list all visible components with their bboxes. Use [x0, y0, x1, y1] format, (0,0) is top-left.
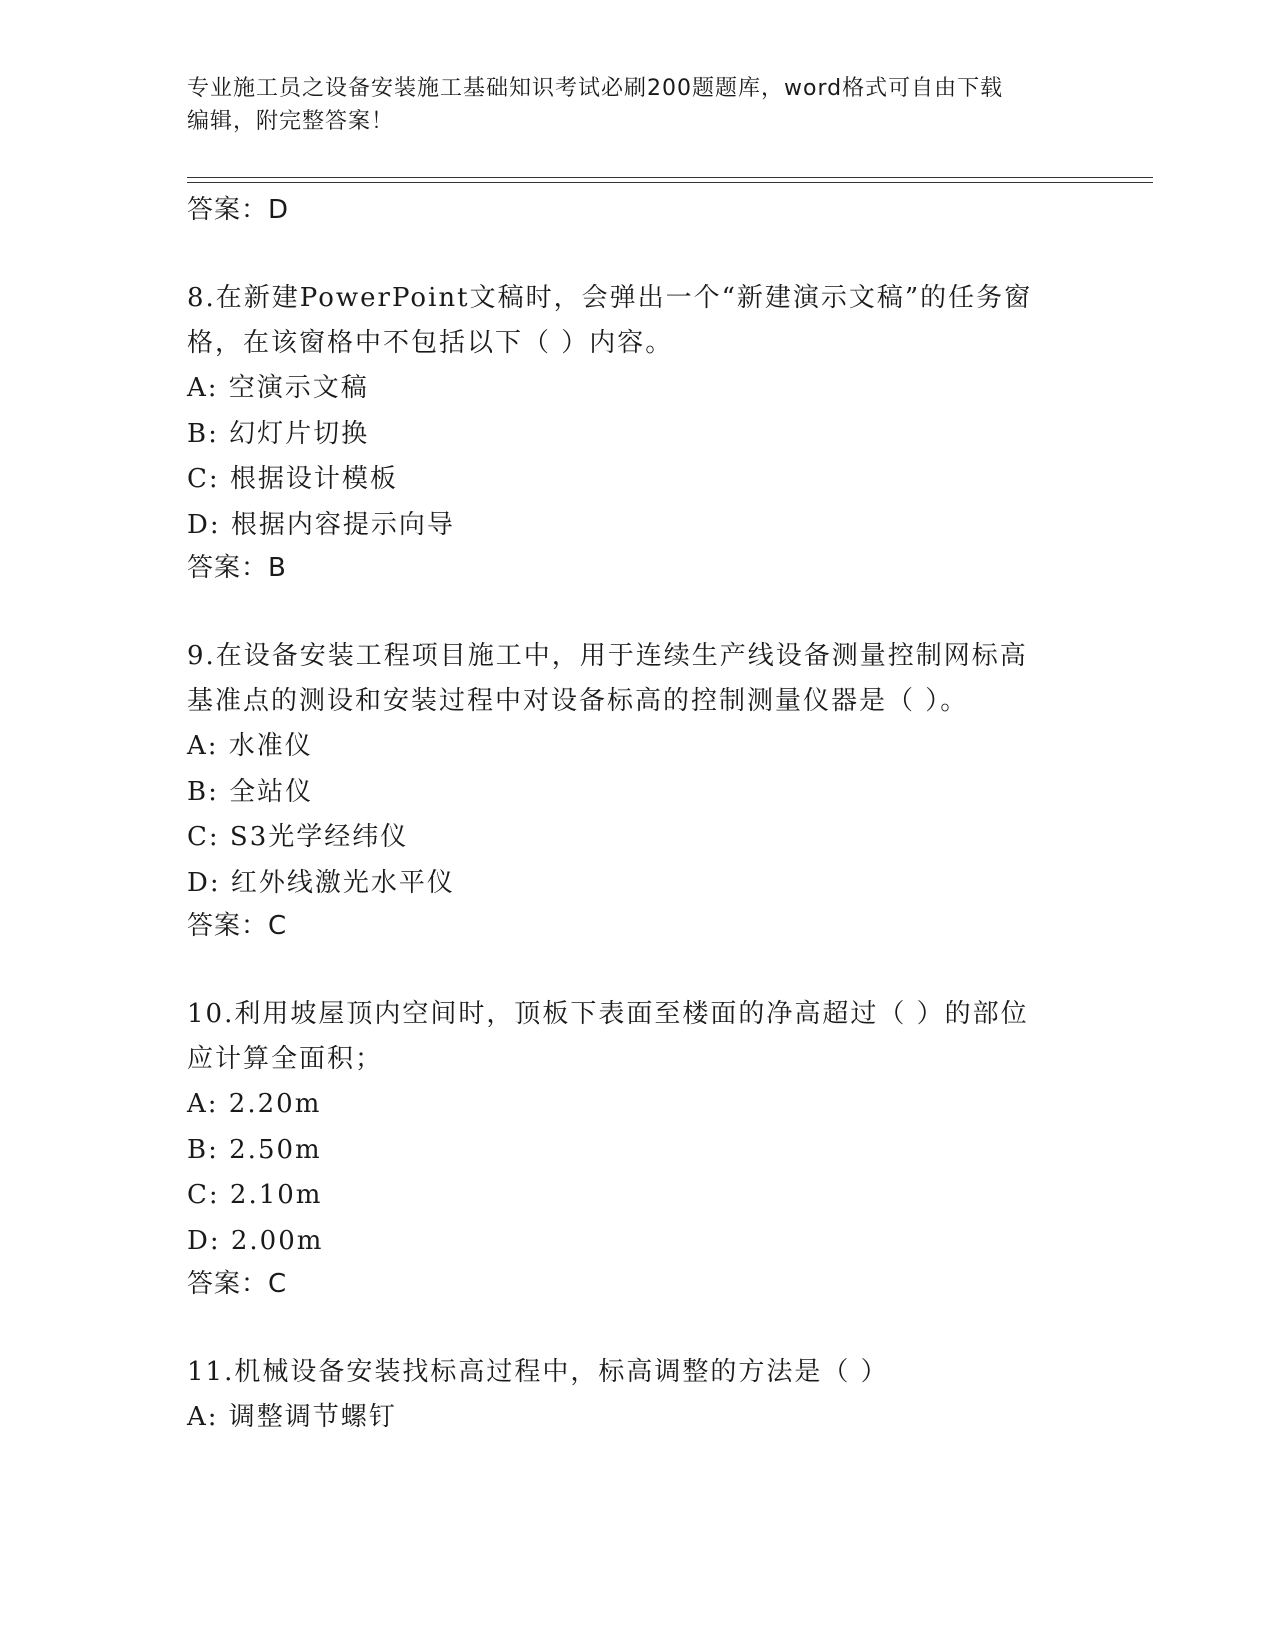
- option-a: A: 水准仪: [187, 731, 313, 761]
- header-line-2: 编辑，附完整答案！: [187, 109, 395, 134]
- option-a: A: 2.20m: [187, 1089, 322, 1119]
- question-text: 格，在该窗格中不包括以下（ ）内容。: [187, 328, 674, 358]
- question-text: 9.在设备安装工程项目施工中，用于连续生产线设备测量控制网标高: [187, 641, 1028, 671]
- question-text: 11.机械设备安装找标高过程中，标高调整的方法是（ ）: [187, 1357, 889, 1387]
- question-text: 10.利用坡屋顶内空间时，顶板下表面至楼面的净高超过（ ）的部位: [187, 999, 1029, 1029]
- option-a: A: 空演示文稿: [187, 373, 369, 403]
- option-d: D: 根据内容提示向导: [187, 509, 455, 540]
- option-b: B: 幻灯片切换: [187, 418, 370, 449]
- question-text: 基准点的测设和安装过程中对设备标高的控制测量仪器是（ ）。: [187, 686, 969, 716]
- question-block: [187, 992, 1087, 1304]
- question-text: 8.在新建PowerPoint文稿时，会弹出一个“新建演示文稿”的任务窗: [187, 283, 1033, 313]
- question-list: [187, 190, 1087, 1441]
- header-line-1: 专业施工员之设备安装施工基础知识考试必刷200题题库，word格式可自由下载: [187, 76, 1004, 101]
- option-c: C: 2.10m: [187, 1180, 323, 1210]
- spacer: [187, 588, 1087, 634]
- answer-line: 答案：C: [187, 911, 288, 941]
- option-b: B: 2.50m: [187, 1134, 322, 1165]
- spacer: [187, 230, 1087, 276]
- option-d: D: 红外线激光水平仪: [187, 867, 455, 898]
- spacer: [187, 1304, 1087, 1350]
- header-rule-bottom: [187, 182, 1153, 183]
- option-c: C: 根据设计模板: [187, 464, 398, 494]
- question-block: [187, 1350, 1087, 1441]
- question-text: 应计算全面积；: [187, 1044, 384, 1074]
- option-c: C: S3光学经纬仪: [187, 822, 409, 852]
- question-block: [187, 276, 1087, 588]
- option-b: B: 全站仪: [187, 776, 314, 807]
- answer-line: 答案：B: [187, 553, 287, 583]
- header-rule-top: [187, 177, 1153, 178]
- question-block: [187, 634, 1087, 946]
- option-d: D: 2.00m: [187, 1225, 324, 1256]
- answer-line: 答案：D: [187, 195, 290, 225]
- document-header: [187, 72, 1087, 138]
- answer-line: 答案：C: [187, 1269, 288, 1299]
- option-a: A: 调整调节螺钉: [187, 1402, 397, 1432]
- spacer: [187, 946, 1087, 992]
